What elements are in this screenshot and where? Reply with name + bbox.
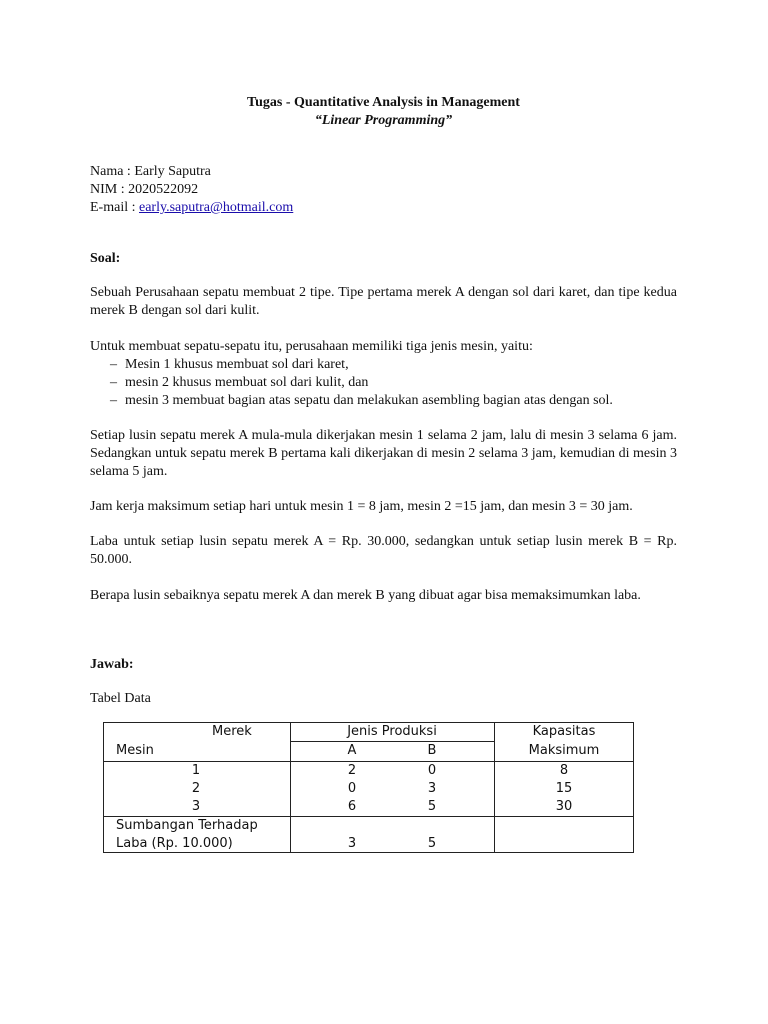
table-cell-a: 2 bbox=[347, 763, 357, 778]
machine-list bbox=[90, 356, 677, 410]
table-cell-kapasitas: 8 bbox=[559, 763, 569, 778]
data-table bbox=[103, 722, 634, 853]
table-divider bbox=[290, 723, 291, 852]
sumbangan-label-2: Laba (Rp. 10.000) bbox=[116, 836, 233, 851]
bullet-dash: – bbox=[110, 375, 117, 390]
mesin-header: Mesin bbox=[116, 743, 154, 758]
bullet-dash: – bbox=[110, 393, 117, 408]
document-subtitle: “Linear Programming” bbox=[314, 113, 453, 128]
list-item: – Mesin 1 khusus membuat sol dari karet, bbox=[110, 357, 349, 372]
table-cell-kapasitas: 30 bbox=[555, 799, 573, 814]
email-link[interactable]: early.saputra@hotmail.com bbox=[139, 200, 294, 215]
table-cell-mesin: 1 bbox=[191, 763, 201, 778]
kapasitas-header-2: Maksimum bbox=[528, 743, 600, 758]
kapasitas-header: Kapasitas bbox=[532, 724, 596, 739]
table-cell-b: 3 bbox=[427, 781, 437, 796]
table-cell-b: 5 bbox=[427, 799, 437, 814]
list-item: – mesin 3 membuat bagian atas sepatu dan melakukan asembling bagian atas dengan sol. bbox=[110, 393, 613, 408]
table-caption: Tabel Data bbox=[90, 691, 151, 706]
jawab-heading: Jawab: bbox=[90, 657, 134, 672]
soal-paragraph-2: Untuk membuat sepatu-sepatu itu, perusahaan memiliki tiga jenis mesin, yaitu: bbox=[90, 339, 533, 354]
merek-header: Merek bbox=[212, 724, 252, 739]
soal-paragraph-6: Berapa lusin sebaiknya sepatu merek A dan merek B yang dibuat agar bisa memaksimumkan laba. bbox=[90, 588, 641, 603]
column-b-header: B bbox=[427, 743, 437, 758]
email-line bbox=[90, 199, 293, 217]
list-item: – mesin 2 khusus membuat sol dari kulit, dan bbox=[110, 375, 369, 390]
soal-heading: Soal: bbox=[90, 251, 121, 266]
bullet-dash: – bbox=[110, 357, 117, 372]
jenis-produksi-header: Jenis Produksi bbox=[347, 724, 437, 739]
table-cell-mesin: 2 bbox=[191, 781, 201, 796]
column-a-header: A bbox=[347, 743, 357, 758]
soal-paragraph-1: Sebuah Perusahaan sepatu membuat 2 tipe. Tipe pertama merek A dengan sol dari karet, dan tipe kedua merek B dengan sol dari kulit. bbox=[90, 285, 677, 318]
table-cell-a: 6 bbox=[347, 799, 357, 814]
laba-cell-a: 3 bbox=[347, 836, 357, 851]
table-cell-mesin: 3 bbox=[191, 799, 201, 814]
table-cell-kapasitas: 15 bbox=[555, 781, 573, 796]
soal-paragraph-4: Jam kerja maksimum setiap hari untuk mesin 1 = 8 jam, mesin 2 =15 jam, dan mesin 3 = 30 jam. bbox=[90, 499, 633, 514]
sumbangan-label: Sumbangan Terhadap bbox=[116, 818, 258, 833]
email-label: E-mail : bbox=[90, 200, 139, 215]
table-divider bbox=[290, 741, 494, 742]
soal-paragraph-5: Laba untuk setiap lusin sepatu merek A = Rp. 30.000, sedangkan untuk setiap lusin merek B = Rp. 50.000. bbox=[90, 534, 677, 567]
name-line: Nama : Early Saputra bbox=[90, 164, 211, 179]
table-cell-a: 0 bbox=[347, 781, 357, 796]
nim-line: NIM : 2020522092 bbox=[90, 182, 199, 197]
table-cell-b: 0 bbox=[427, 763, 437, 778]
document-title: Tugas - Quantitative Analysis in Management bbox=[247, 95, 520, 110]
soal-paragraph-3: Setiap lusin sepatu merek A mula-mula dikerjakan mesin 1 selama 2 jam, lalu di mesin 3 selama 6 jam. Sedangkan untuk sepatu merek B pertama kali dikerjakan di mesin 2 selama 3 jam, kemudian di mesin 3 selama 5 jam. bbox=[90, 428, 677, 479]
laba-cell-b: 5 bbox=[427, 836, 437, 851]
